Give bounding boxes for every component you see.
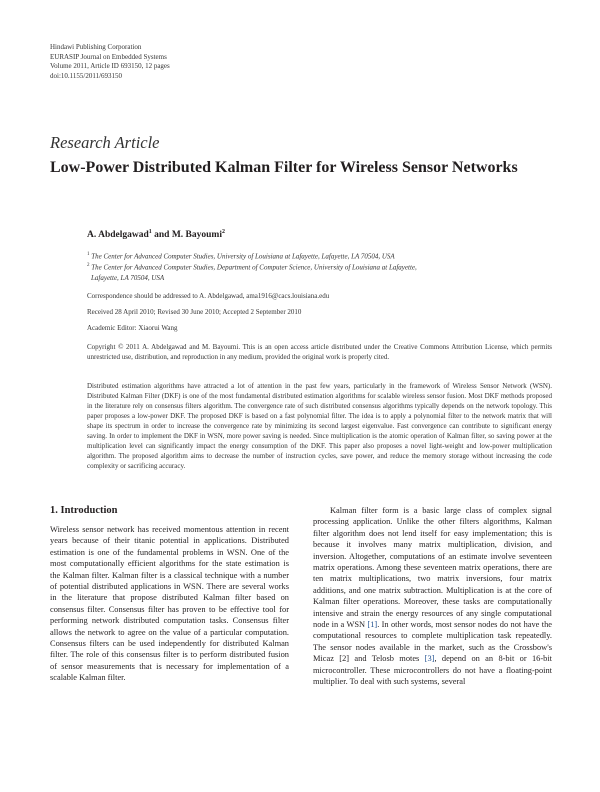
volume-line: Volume 2011, Article ID 693150, 12 pages xyxy=(50,62,170,71)
author-conjunction: and xyxy=(151,230,172,241)
correspondence-line: Correspondence should be addressed to A. Abdelgawad, ama1916@cacs.louisiana.edu xyxy=(87,292,330,300)
left-column xyxy=(50,524,289,684)
affiliation-2 xyxy=(87,261,527,283)
author-name: A. Abdelgawad xyxy=(87,230,149,241)
journal-line: EURASIP Journal on Embedded Systems xyxy=(50,52,167,61)
author-name: M. Bayoumi xyxy=(171,230,222,241)
journal-header xyxy=(50,43,170,81)
copyright-notice: Copyright © 2011 A. Abdelgawad and M. Bayoumi. This is an open access article distributed under the Creative Commons Attribution License, which permits unrestricted use, distribution, and reproduction in any medium, provided the original work is properly cited. xyxy=(87,343,552,361)
affiliation-text-continued: Lafayette, LA 70504, USA xyxy=(91,273,165,282)
body-text: , depend on an 8-bit or 16-bit microcontroller. These microcontrollers do not have a floating-point multiplier. To deal with such systems, several xyxy=(313,654,552,687)
editor-line: Academic Editor: Xiaorui Wang xyxy=(87,324,178,332)
affiliation-marker: 1 xyxy=(148,229,152,235)
affiliation-marker: 2 xyxy=(87,263,90,268)
article-type: Research Article xyxy=(50,133,160,152)
dates-line: Received 28 April 2010; Revised 30 June 2010; Accepted 2 September 2010 xyxy=(87,308,302,316)
section-heading: 1. Introduction xyxy=(50,505,118,516)
citation-link[interactable]: [1] xyxy=(367,620,378,630)
doi-line: doi:10.1155/2011/693150 xyxy=(50,71,123,80)
author-list xyxy=(87,229,225,240)
abstract: Distributed estimation algorithms have attracted a lot of attention in the past few years, particularly in the framework of Wireless Sensor Network (WSN). Distributed Kalman Filter (DKF) is one of the most fundamental distributed estimation algorithms for scalable wireless sensor fusion. Most DKF methods proposed in the literature rely on consensus filters algorithm. The convergence rate of such distributed consensus algorithms typically depends on the network topology. This paper proposes a low-power DKF. The proposed DKF is based on a fast polynomial filter. The idea is to apply a polynomial filter to the network matrix that will shape its spectrum in order to increase the convergence rate by minimizing its second largest eigenvalue. Fast convergence can contribute to significant energy saving. In order to implement the DKF in WSN, more power saving is needed. Since multiplication is the atomic operation of Kalman filter, so saving power at the multiplication level can significantly impact the energy consumption of the DKF. This paper also proposes a novel light-weight and low-power multiplication algorithm. The proposed algorithm aims to decrease the number of instruction cycles, save power, and reduce the memory storage without increasing the code complexity or sacrificing accuracy. xyxy=(87,382,552,470)
body-text: . In other words, most sensor nodes do not have the computational resources to complete multiplication task repeatedly. The sensor nodes available in the market, such as the Crossbow's Micaz [2] and Telosb motes xyxy=(313,620,552,664)
publisher-line: Hindawi Publishing Corporation xyxy=(50,43,142,51)
body-text: Kalman filter form is a basic large class of complex signal processing application. Unlike the other filters algorithms, Kalman filter algorithm does not lend itself for easy implementation; this is because it involves many matrix multiplication, division, and inversion. Altogether, computations of an estimate involve seventeen matrix operations. Among these seventeen matrix operations, there are ten matrix multiplications, two matrix inversions, four matrix additions, and one matrix subtraction. Multiplication is at the core of Kalman filter operations. Moreover, these tasks are computationally intensive and strain the energy resources of any single computational node in a WSN xyxy=(313,506,552,630)
body-paragraph: Wireless sensor network has received momentous attention in recent years because of their titanic potential in applications. Distributed estimation is one of the fundamental problems in WSN. One of the most computationally efficient algorithms for the state estimation is the Kalman filter. Kalman filter is a classical technique with a number of potential distributed applications in WSN. There are several works in the literature that propose distributed Kalman filter based on consensus filter. Consensus filter has proven to be effective tool for performing network distributed computation tasks. Consensus filter allows the network to agree on the value of a particular computation. Consensus filters can be used independently for distributed Kalman filter. The role of this consensus filter is to perform distributed fusion of sensor measurements that is necessary for implementation of a scalable Kalman filter. xyxy=(50,525,289,683)
affiliation-text: The Center for Advanced Computer Studies, Department of Computer Science, University of Louisiana at Lafayette, xyxy=(89,263,417,272)
body-paragraph xyxy=(313,505,552,688)
right-column xyxy=(313,505,552,688)
affiliation-marker: 1 xyxy=(87,252,90,257)
citation-link[interactable]: [3] xyxy=(424,654,435,664)
paper-title: Low-Power Distributed Kalman Filter for Wireless Sensor Networks xyxy=(50,159,518,176)
affiliation-marker: 2 xyxy=(221,229,225,235)
affiliation-text: The Center for Advanced Computer Studies, University of Louisiana at Lafayette, Lafayette, LA 70504, USA xyxy=(89,252,395,261)
